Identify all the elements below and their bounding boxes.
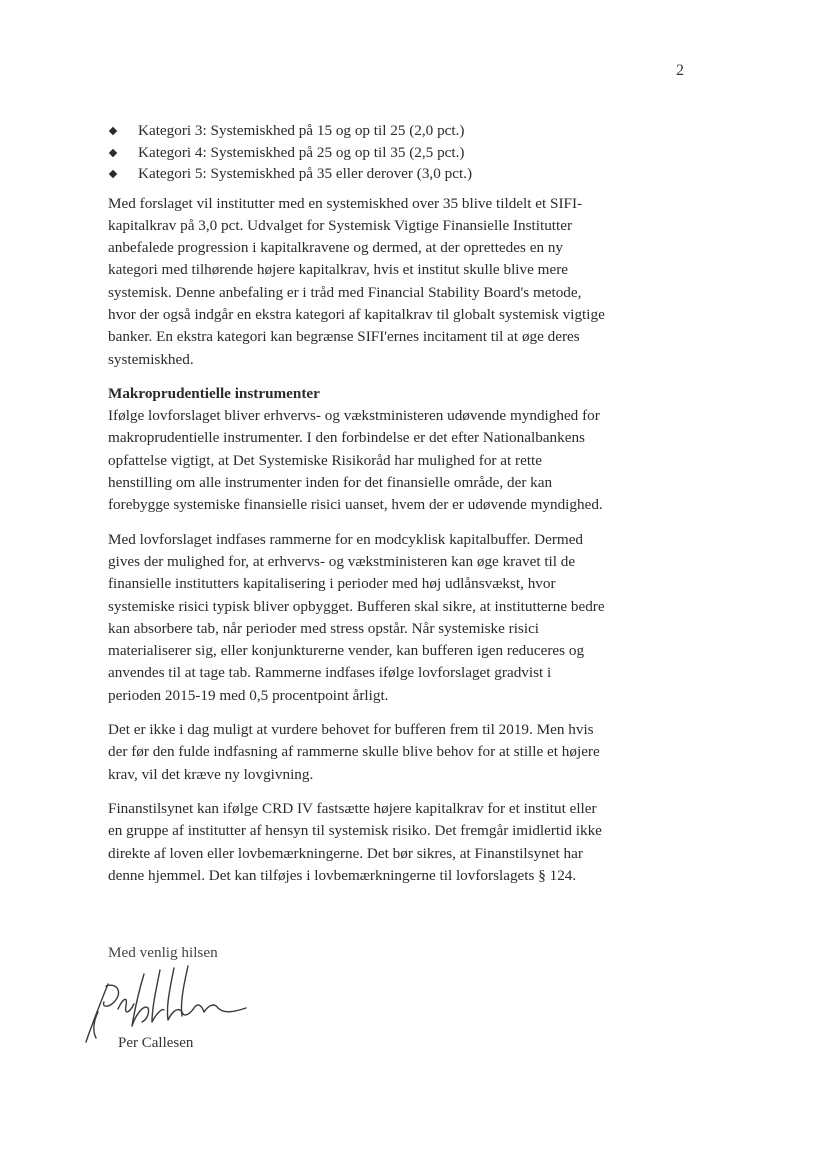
list-item xyxy=(108,142,608,164)
category-list xyxy=(108,120,608,185)
diamond-bullet-icon xyxy=(109,148,117,156)
letter-body xyxy=(108,120,608,899)
paragraph-buffer-assessment: Det er ikke i dag muligt at vurdere behovet for bufferen frem til 2019. Men hvis der før den fulde indfasning af rammerne skulle blive behov for at stille et højere krav, vil det kræve ny lovgivning. xyxy=(108,721,600,783)
paragraph-sifi-requirement: Med forslaget vil institutter med en systemiskhed over 35 blive tildelt et SIFI-kapitalkrav på 3,0 pct. Udvalget for Systemisk Vigtige Finansielle Institutter anbefalede progression i kapitalkravene og dermed, at der oprettedes en ny kategori med tilhørende højere kapitalkrav, hvis et institut skulle blive mere systemisk. Denne anbefaling er i tråd med Financial Stability Board's metode, hvor der også indgår en ekstra kategori af kapitalkrav til globalt systemisk vigtige banker. En ekstra kategori kan begrænse SIFI'ernes incitament til at øge deres systemiskhed. xyxy=(108,194,605,368)
list-item-text: Kategori 3: Systemiskhed på 15 og op til 25 (2,0 pct.) xyxy=(138,122,465,139)
list-item xyxy=(108,163,608,185)
handwritten-signature xyxy=(78,964,318,1044)
signature-block xyxy=(108,944,408,1064)
paragraph-countercyclical-buffer: Med lovforslaget indfases rammerne for en modcyklisk kapitalbuffer. Dermed gives der mulighed for, at erhvervs- og vækstministeren kan øge kravet til de finansielle institutters kapitalisering i perioder med høj udlånsvækst, hvor systemiske risici typisk bliver opbygget. Bufferen skal sikre, at institutterne bedre kan absorbere tab, når perioder med stress opstår. Når systemiske risici materialiserer sig, eller konjunkturerne vender, kan bufferen igen reduceres og anvendes til at tage tab. Rammerne indfases ifølge lovforslaget gradvist i perioden 2015-19 med 0,5 procentpoint årligt. xyxy=(108,530,605,704)
page-number: 2 xyxy=(676,62,684,79)
paragraph-macroprudential-authority: Ifølge lovforslaget bliver erhvervs- og vækstministeren udøvende myndighed for makroprudentielle instrumenter. I den forbindelse er det efter Nationalbankens opfattelse vigtigt, at Det Systemiske Risikoråd har mulighed for at rette henstilling om alle instrumenter inden for det finansielle område, der kan forebygge systemiske finansielle risici uanset, hvem der er udøvende myndighed. xyxy=(108,407,603,514)
closing-salutation: Med venlig hilsen xyxy=(108,944,218,961)
signer-name: Per Callesen xyxy=(118,1035,194,1051)
list-item-text: Kategori 5: Systemiskhed på 35 eller derover (3,0 pct.) xyxy=(138,165,473,182)
section-heading: Makroprudentielle instrumenter xyxy=(108,384,320,402)
paragraph-crd-iv: Finanstilsynet kan ifølge CRD IV fastsætte højere kapitalkrav for et institut eller en gruppe af institutter af hensyn til systemisk risiko. Det fremgår imidlertid ikke direkte af loven eller lovbemærkningerne. Det bør sikres, at Finanstilsynet har denne hjemmel. Det kan tilføjes i lovbemærkningerne til lovforslagets § 124. xyxy=(108,799,602,884)
list-item-text: Kategori 4: Systemiskhed på 25 og op til 35 (2,5 pct.) xyxy=(138,143,465,161)
diamond-bullet-icon xyxy=(109,170,117,178)
list-item xyxy=(108,120,608,142)
diamond-bullet-icon xyxy=(109,127,117,135)
